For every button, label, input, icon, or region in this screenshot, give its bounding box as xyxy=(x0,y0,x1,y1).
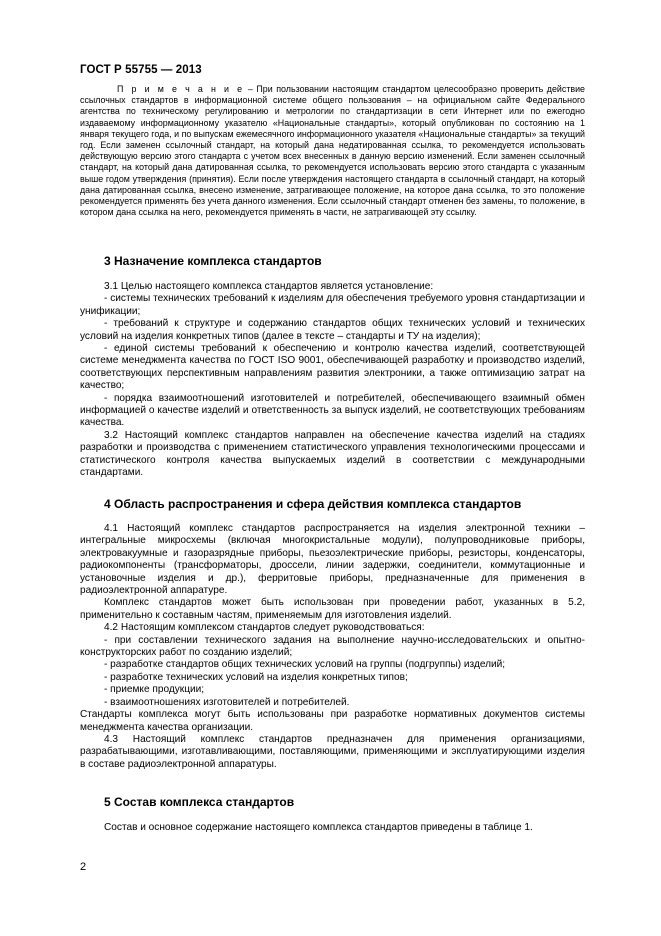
section-4-paragraph: 4.3 Настоящий комплекс стандартов предназначен для применения организациями, разрабатывающими, изготавливающими, поставляющими, применяющими и эксплуатирующими изделия в составе радиоэлектронной аппаратуры. xyxy=(80,733,585,770)
section-5-paragraph: Состав и основное содержание настоящего комплекса стандартов приведены в таблице 1. xyxy=(104,822,533,833)
section-5-body xyxy=(80,822,585,834)
page-number: 2 xyxy=(80,861,87,873)
section-3-paragraph: 3.1 Целью настоящего комплекса стандартов является установление: xyxy=(104,281,434,292)
section-3-list-item: - системы технических требований к изделиям для обеспечения требуемого уровня стандартизации и унификации; xyxy=(80,293,585,317)
section-4-list-item: - взаимоотношениях изготовителей и потребителей. xyxy=(104,696,350,708)
section-3-list-item: - требований к структуре и содержанию стандартов общих технических условий и технических условий на изделия конкретных типов (далее в тексте – стандарты и ТУ на изделия); xyxy=(80,318,585,342)
section-4-paragraph: 4.1 Настоящий комплекс стандартов распространяется на изделия электронной техники – интегральные микросхемы (включая многокристальные модули), полупроводниковые приборы, электровакуумные и газоразрядные приборы, пьезоэлектрические приборы, резисторы, конденсаторы, радиокомпоненты (трансформаторы, дроссели, линии задержки, соединители, коммутационные и установочные изделия и др.), ферритовые приборы, предназначенные для применения в радиоэлектронной аппаратуре. xyxy=(80,523,585,597)
note-block xyxy=(80,84,585,218)
section-4-body xyxy=(80,523,585,771)
section-4-list-item: - приемке продукции; xyxy=(104,684,205,696)
section-4-list-item: - при составлении технического задания на выполнение научно-исследовательских и опытно-конструкторских работ по созданию изделий; xyxy=(80,634,585,659)
section-3-paragraph: 3.2 Настоящий комплекс стандартов направлен на обеспечение качества изделий на стадиях разработки и производства с применением статистического управления технологическими процессами и статистического контроля качества выпускаемых изделий в соответствии с международными стандартами. xyxy=(80,429,585,479)
section-4-paragraph: 4.2 Настоящим комплексом стандартов следует руководствоваться: xyxy=(104,622,425,634)
section-4-list-item: - разработке стандартов общих технических условий на группы (подгруппы) изделий; xyxy=(104,659,506,671)
section-3-body xyxy=(80,281,585,480)
document-header: ГОСТ Р 55755 — 2013 xyxy=(80,64,202,76)
section-3-list-item: - единой системы требований к обеспечению и контролю качества изделий, соответствующей системе менеджмента качества по ГОСТ ISO 9001, обеспечивающей разработку и производство изделий, соответствующих перспективным направлениям развития электроники, а также оптимизацию затрат на качество; xyxy=(80,343,585,392)
section-4-paragraph: Комплекс стандартов может быть использован при проведении работ, указанных в 5.2, применительно к составным частям, применяемым для изготовления изделий. xyxy=(80,597,585,621)
note-text: – При пользовании настоящим стандартом целесообразно проверить действие ссылочных стандартов в информационной системе общего пользования – на официальном сайте Федерального агентства по техническому регулированию и метрологии по стандартизации в сети Интернет или по ежегодно издаваемому информационному указателю «Национальные стандарты», который опубликован по состоянию на 1 января текущего года, и по выпускам ежемесячного информационного указателя «Национальные стандарты» за текущий год. Если заменен ссылочный стандарт, на который дана недатированная ссылка, то рекомендуется использовать действующую версию этого стандарта с учетом всех внесенных в данную версию изменений. Если заменен ссылочный стандарт, на который дана датированная ссылка, то рекомендуется использовать версию этого стандарта с указанным выше годом утверждения (принятия). Если после утверждения настоящего стандарта в ссылочный стандарт, на который дана датированная ссылка, внесено изменение, затрагивающее положение, на которое дана ссылка, то это положение рекомендуется применять без учета данного изменения. Если ссылочный стандарт отменен без замены, то положение, в котором дана ссылка на него, рекомендуется применять в части, не затрагивающей эту ссылку. xyxy=(80,84,585,218)
section-4-paragraph: Стандарты комплекса могут быть использованы при разработке нормативных документов системы менеджмента качества организации. xyxy=(80,709,585,733)
section-4-heading: 4 Область распространения и сфера действия комплекса стандартов xyxy=(104,497,522,511)
section-5-heading: 5 Состав комплекса стандартов xyxy=(104,795,295,809)
note-paragraph xyxy=(80,84,585,218)
section-3-heading: 3 Назначение комплекса стандартов xyxy=(104,254,322,268)
section-3-list-item: - порядка взаимоотношений изготовителей и потребителей, обеспечивающего взаимный обмен информацией о качестве изделий и ответственность за выпуск изделий, не соответствующих требованиям качества. xyxy=(80,392,585,429)
section-4-list-item: - разработке технических условий на изделия конкретных типов; xyxy=(104,671,408,683)
note-label: П р и м е ч а н и е xyxy=(117,84,245,94)
